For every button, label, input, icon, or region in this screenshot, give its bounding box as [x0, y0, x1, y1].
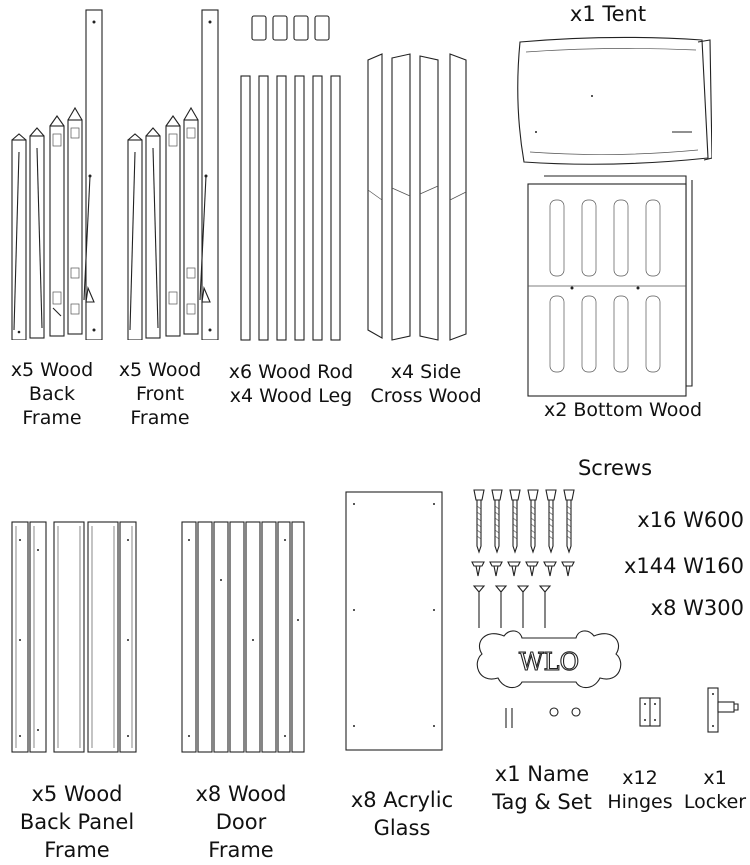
acrylic-glass-drawing — [344, 490, 444, 752]
name-tag-text: WLO — [518, 648, 580, 676]
locker-icon — [704, 686, 740, 734]
name-tag-label: x1 Name Tag & Set — [492, 762, 592, 814]
hinges-label: x12 Hinges — [607, 767, 673, 813]
back-panel-frame-drawing — [10, 520, 140, 754]
back-frame-label: x5 Wood Back Frame — [10, 359, 94, 429]
back-frame-drawing — [8, 8, 108, 340]
bottom-wood-label: x2 Bottom Wood — [543, 399, 703, 421]
side-cross-wood-drawing — [362, 50, 480, 344]
bottom-wood-drawing — [522, 172, 706, 398]
rods-label: x6 Wood Rod x4 Wood Leg — [228, 361, 354, 407]
locker-label: x1 Locker — [683, 767, 747, 813]
door-frame-label: x8 Wood Door Frame — [195, 782, 287, 862]
name-tag-drawing — [474, 628, 624, 738]
front-frame-drawing — [124, 8, 224, 340]
screws-drawing — [468, 488, 598, 630]
screws-title: Screws — [577, 456, 653, 480]
screw-w300-label: x8 W300 — [650, 596, 744, 620]
rods-drawing — [236, 12, 346, 344]
tent-label: x1 Tent — [569, 2, 647, 26]
hinge-icon — [638, 696, 662, 728]
back-panel-frame-label: x5 Wood Back Panel Frame — [19, 782, 135, 862]
side-cross-wood-label: x4 Side Cross Wood — [370, 361, 482, 407]
screw-w600-label: x16 W600 — [637, 508, 744, 532]
door-frame-drawing — [180, 520, 306, 754]
screw-w160-label: x144 W160 — [623, 554, 744, 578]
acrylic-glass-label: x8 Acrylic Glass — [350, 788, 454, 840]
front-frame-label: x5 Wood Front Frame — [118, 359, 202, 429]
tent-drawing — [512, 34, 712, 174]
